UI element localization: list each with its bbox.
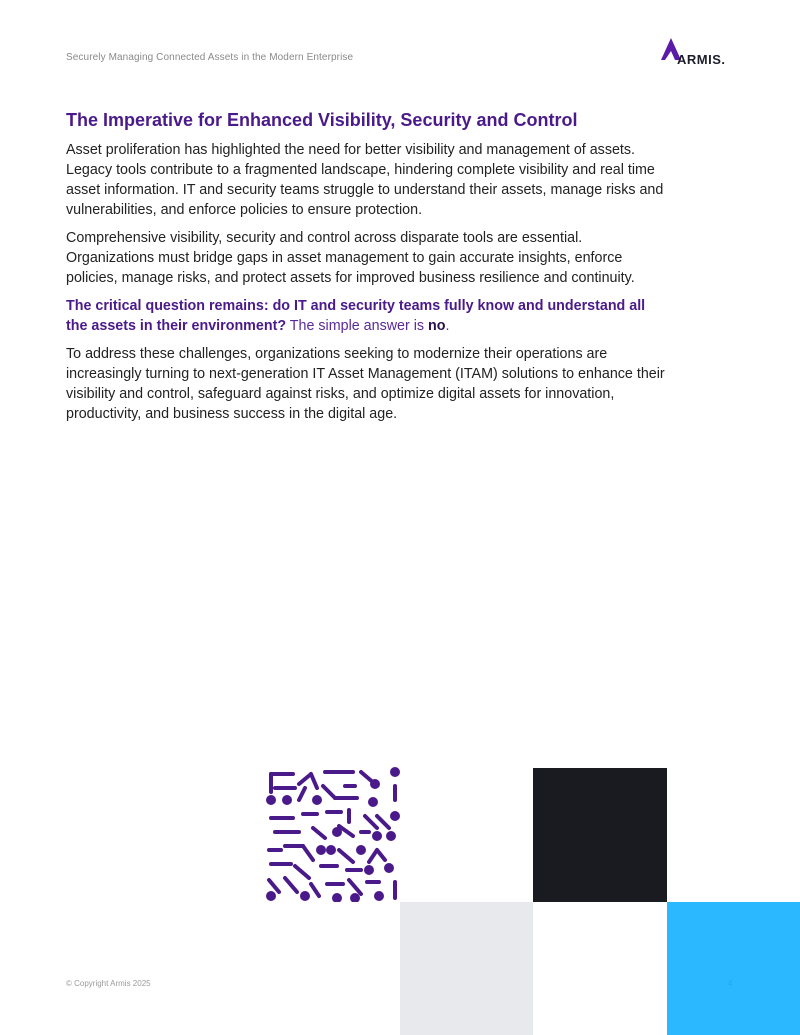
- decorative-gray-square: [400, 902, 533, 1035]
- callout-answer-suffix: .: [445, 318, 450, 334]
- callout-answer-word: no: [428, 318, 446, 334]
- main-content: [66, 108, 666, 432]
- armis-logo: [661, 38, 737, 68]
- callout-critical-question: [66, 296, 666, 336]
- decorative-dark-square: [533, 768, 667, 902]
- callout-answer-prefix: The simple answer is: [286, 318, 429, 334]
- callout-question: The critical question remains: do IT and security teams fully know and understand all the assets in their environment?: [66, 298, 646, 334]
- footer-copyright: © Copyright Armis 2025: [66, 979, 151, 988]
- paragraph-closing: To address these challenges, organizations seeking to modernize their operations are increasingly turning to next-generation IT Asset Management (ITAM) solutions to enhance their visibility and control, safeguard against risks, and optimize digital assets for innovation, productivity, and business success in the digital age.: [66, 346, 665, 422]
- page-number: 4: [728, 979, 733, 988]
- armis-logo-text: ARMIS.: [677, 52, 726, 67]
- section-title: The Imperative for Enhanced Visibility, Security and Control: [66, 110, 578, 130]
- document-header-title: Securely Managing Connected Assets in the Modern Enterprise: [66, 52, 354, 63]
- paragraph-asset-proliferation: Asset proliferation has highlighted the need for better visibility and management of assets. Legacy tools contribute to a fragmented landscape, hindering complete visibility and real time asset information. IT and security teams struggle to understand their assets, manage risks and vulnerabilities, and enforce policies to ensure protection.: [66, 142, 664, 218]
- circuit-pattern-graphic: [265, 766, 401, 902]
- decorative-blue-square: [667, 902, 800, 1035]
- paragraph-comprehensive-visibility: Comprehensive visibility, security and control across disparate tools are essential. Organizations must bridge gaps in asset management to gain accurate insights, enforce policies, manage risks, and protect assets for improved business resilience and continuity.: [66, 230, 635, 286]
